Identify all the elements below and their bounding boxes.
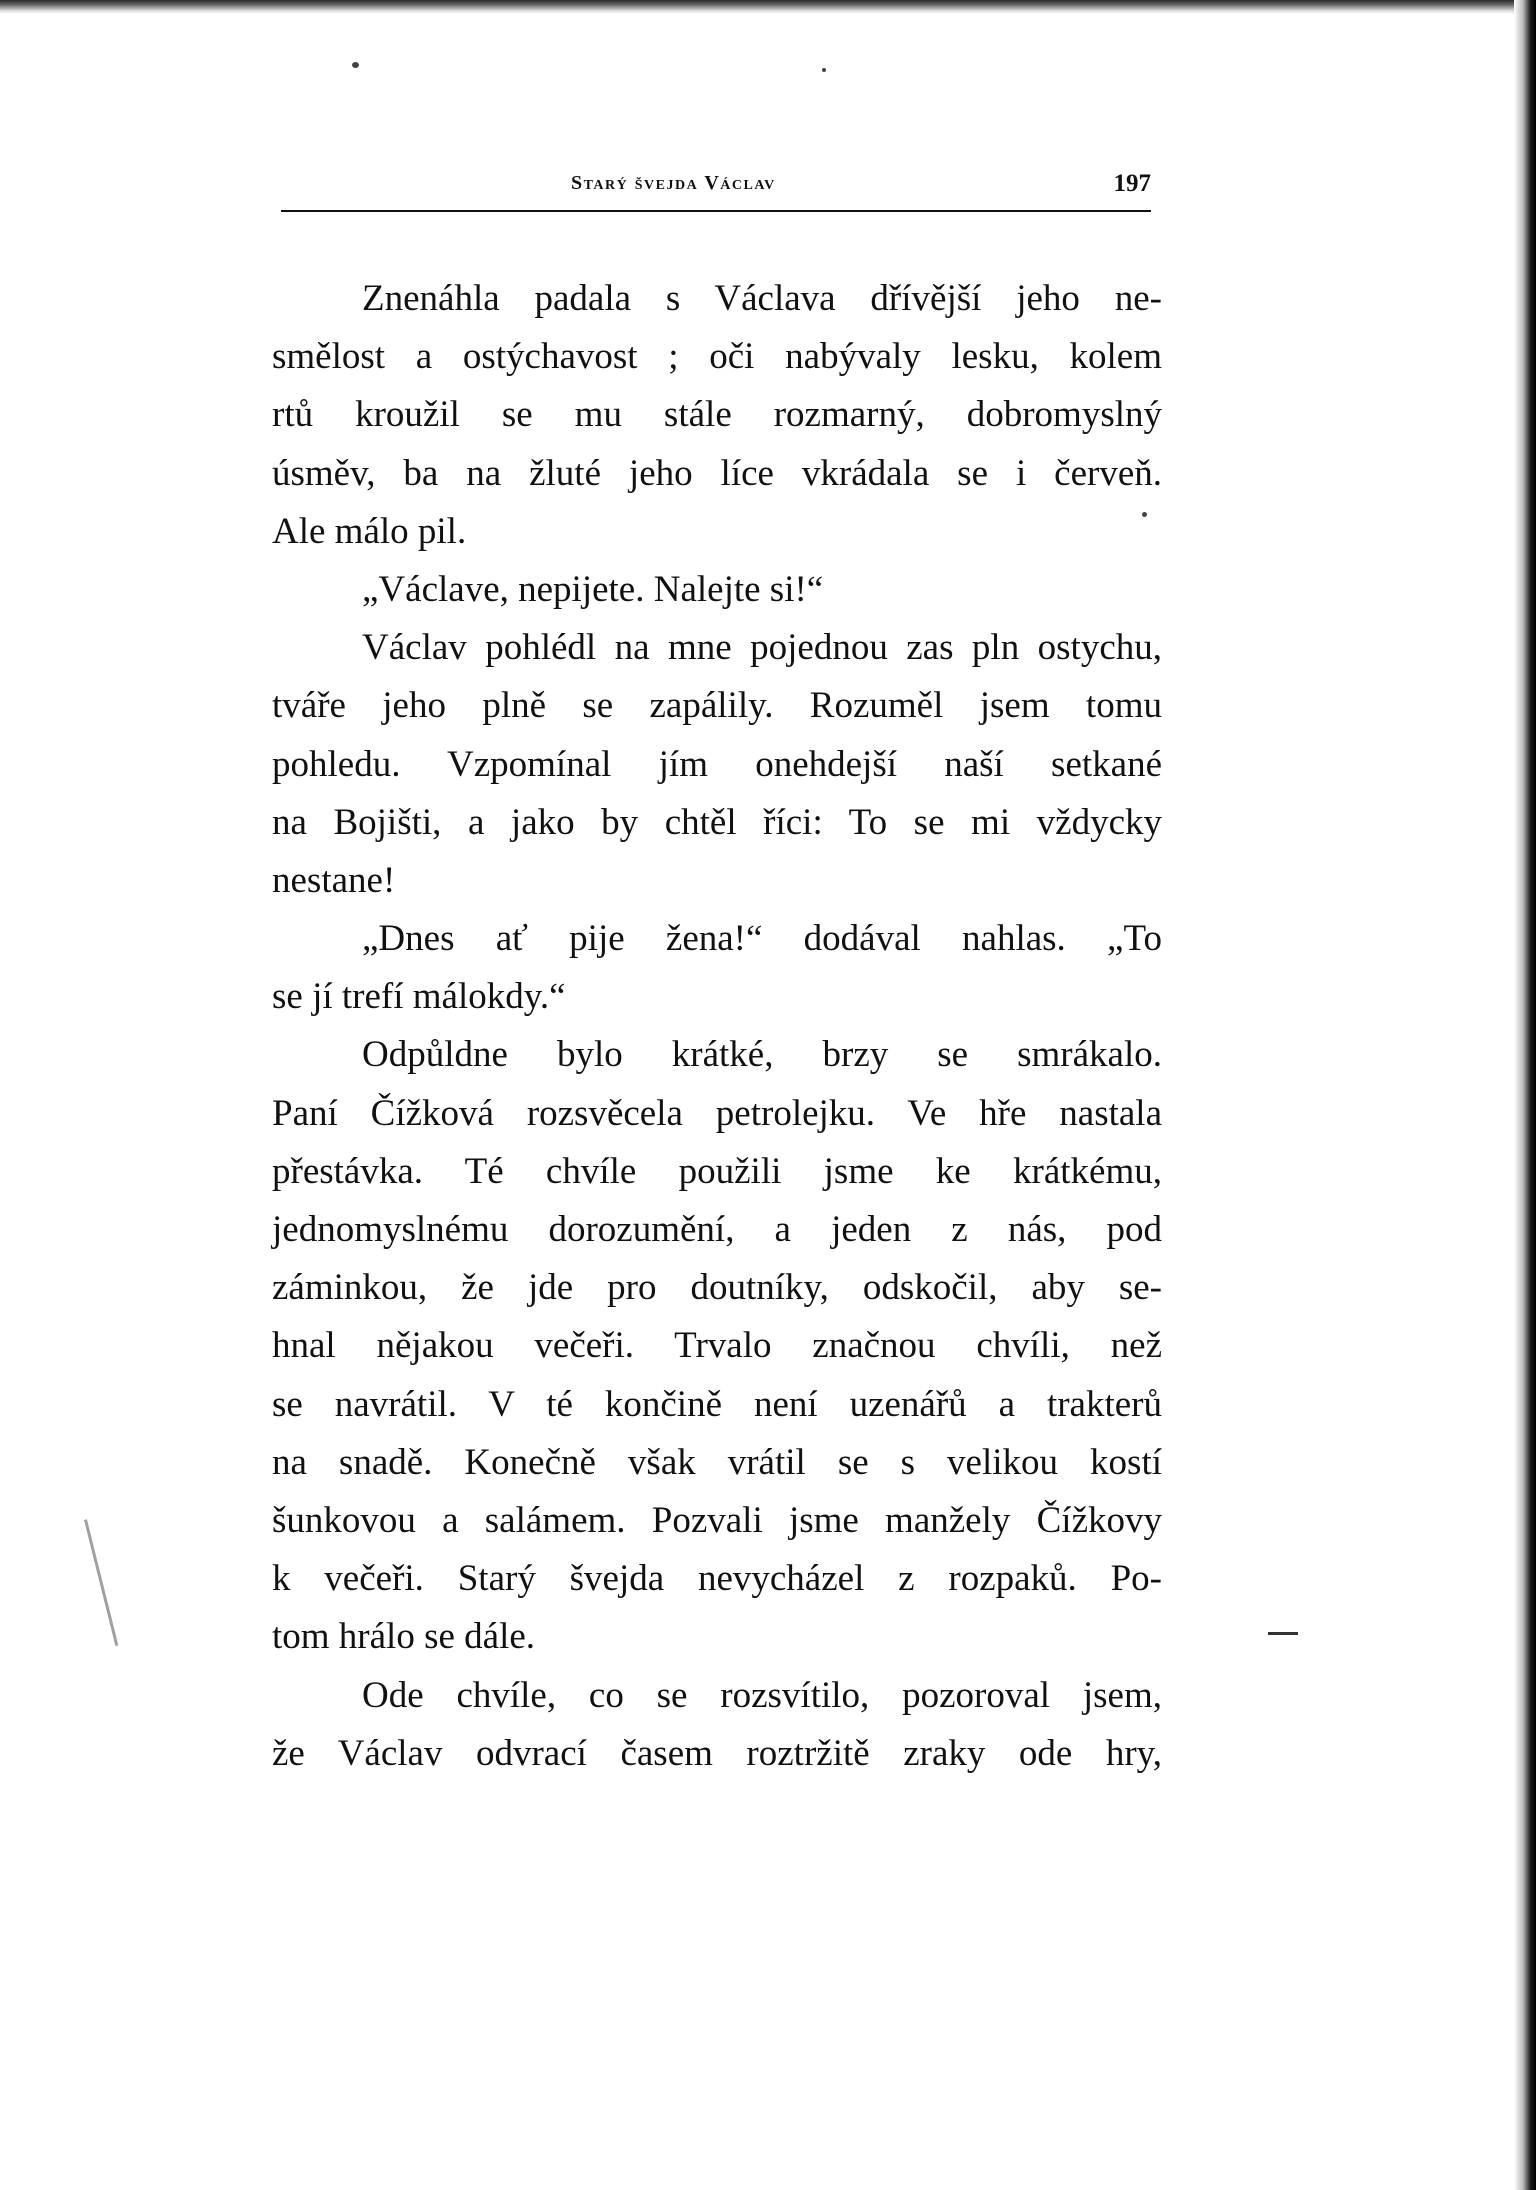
scan-right-edge xyxy=(1514,0,1536,2190)
text-line: Znenáhla padala s Václava dřívější jeho ne- xyxy=(362,278,1162,319)
running-title: Starý švejda Václav xyxy=(571,172,776,194)
body-text xyxy=(272,270,1162,1783)
text-line: přestávka. Té chvíle použili jsme ke krátkému, xyxy=(272,1150,1162,1192)
text-line: tom hrálo se dále. xyxy=(272,1616,536,1658)
text-line: úsměv, ba na žluté jeho líce vkrádala se i červeň. xyxy=(272,452,1162,494)
header-rule xyxy=(281,210,1151,212)
page-number: 197 xyxy=(1113,170,1151,197)
text-line: k večeři. Starý švejda nevycházel z rozpaků. Po- xyxy=(272,1558,1162,1600)
text-line: že Václav odvrací časem roztržitě zraky ode hry, xyxy=(272,1732,1162,1774)
text-line: se jí trefí málokdy.“ xyxy=(272,976,566,1018)
text-line: hnal nějakou večeři. Trvalo značnou chvíli, než xyxy=(272,1325,1162,1367)
running-head xyxy=(281,172,1151,212)
text-line: tváře jeho plně se zapálily. Rozuměl jsem tomu xyxy=(272,685,1162,727)
scan-scratch xyxy=(84,1519,118,1646)
margin-mark xyxy=(1268,1632,1298,1635)
text-line: „Dnes ať pije žena!“ dodával nahlas. „To xyxy=(362,918,1162,960)
text-line: šunkovou a salámem. Pozvali jsme manžely Čížkovy xyxy=(272,1499,1162,1541)
text-line: smělost a ostýchavost ; oči nabývaly lesku, kolem xyxy=(272,336,1162,378)
text-line: Václav pohlédl na mne pojednou zas pln ostychu, xyxy=(362,627,1162,669)
text-line: jednomyslnému dorozumění, a jeden z nás, pod xyxy=(272,1209,1162,1250)
text-line: „Václave, nepijete. Nalejte si!“ xyxy=(362,568,824,610)
text-line: na Bojišti, a jako by chtěl říci: To se mi vždycky xyxy=(272,801,1162,843)
text-line: nestane! xyxy=(272,859,396,901)
text-line: Ode chvíle, co se rozsvítilo, pozoroval jsem, xyxy=(362,1674,1162,1716)
text-line: pohledu. Vzpomínal jím onehdejší naší setkané xyxy=(272,743,1162,785)
scan-speck xyxy=(352,62,359,68)
scan-top-edge xyxy=(0,0,1536,14)
scan-speck xyxy=(822,68,826,72)
text-line: záminkou, že jde pro doutníky, odskočil, aby se- xyxy=(272,1267,1162,1309)
text-line: se navrátil. V té končině není uzenářů a trakterů xyxy=(272,1383,1162,1425)
text-line: rtů kroužil se mu stále rozmarný, dobromyslný xyxy=(272,394,1162,436)
text-line: Ale málo pil. xyxy=(272,510,467,552)
text-line: na snadě. Konečně však vrátil se s velikou kostí xyxy=(272,1441,1162,1483)
text-line: Odpůldne bylo krátké, brzy se smrákalo. xyxy=(362,1034,1162,1076)
text-line: Paní Čížková rozsvěcela petrolejku. Ve hře nastala xyxy=(272,1092,1162,1134)
